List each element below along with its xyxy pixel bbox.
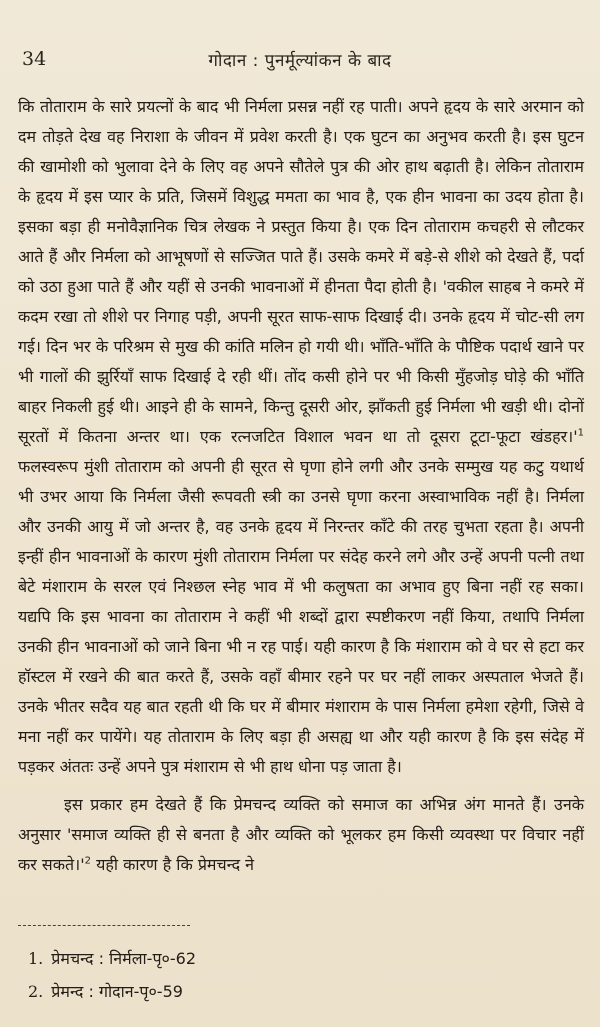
paragraph-1-text-a: कि तोताराम के सारे प्रयत्नों के बाद भी निर्मला प्रसन्न नहीं रह पाती। अपने हृदय के सारे अरमान को दम तोड़ते देख वह निराशा के जीवन में प्रवेश करती है। एक घुटन का अनुभव करती है। इस घुटन की खामोशी को भुलावा देने के लिए वह अपने सौतेले पुत्र की ओर हाथ बढ़ाती है। लेकिन तोताराम के हृदय में इस प्यार के प्रति, जिसमें विशुद्ध ममता का भाव है, एक हीन भावना का उदय होता है। इसका बड़ा ही मनोवैज्ञानिक चित्र लेखक ने प्रस्तुत किया है। एक दिन तोताराम कचहरी से लौटकर आते हैं और निर्मला को आभूषणों से सज्जित पाते हैं। उसके कमरे में बड़े-से शीशे को देखते हैं, पर्दा को उठा हुआ पाते हैं और यहीं से उनकी भावनाओं में हीनता पैदा होती है। 'वकील साहब ने कमरे में कदम रखा तो शीशे पर निगाह पड़ी, अपनी सूरत साफ-साफ दिखाई दी। उनके हृदय में चोट-सी लग गई। दिन भर के परिश्रम से मुख की कांति मलिन हो गयी थी। भाँति-भाँति के पौष्टिक पदार्थ खाने पर भी गालों की झुर्रियाँ साफ दिखाई दे रही थीं। तोंद कसी होने पर भी किसी मुँहजोड़ घोड़े की भाँति बाहर निकली हुई थी। आइने ही के सामने, किन्तु दूसरी ओर, झाँकती हुई निर्मला भी खड़ी थी। दोनों सूरतों में कितना अन्तर था। एक रत्नजटित विशाल भवन था तो दूसरा टूटा-फूटा खंडहर।' xyxy=(18,97,584,446)
paragraph-2-text-a: इस प्रकार हम देखते हैं कि प्रेमचन्द व्यक्ति को समाज का अभिन्न अंग मानते हैं। उनके अनुसार 'समाज व्यक्ति ही से बनता है और व्यक्ति को भूलकर हम किसी व्यवस्था पर विचार नहीं कर सकते।' xyxy=(18,795,584,874)
footnote-divider xyxy=(18,925,190,926)
running-title: गोदान : पुनर्मूल्यांकन के बाद xyxy=(208,51,392,71)
footnote-2-text: प्रेमन्द : गोदान-पृ०-59 xyxy=(51,982,183,1001)
footnote-2-number: 2. xyxy=(28,982,44,1001)
footnote-1 xyxy=(28,942,568,975)
paragraph-2-text-b: यही कारण है कि प्रेमचन्द ने xyxy=(96,855,255,874)
footnote-1-number: 1. xyxy=(28,949,44,968)
footnote-marker-2: 2 xyxy=(84,855,91,867)
footnote-2 xyxy=(28,975,568,1008)
page-number: 34 xyxy=(22,48,47,70)
footnotes xyxy=(28,942,568,1008)
paragraph-1-text-b: फलस्वरूप मुंशी तोताराम को अपनी ही सूरत से घृणा होने लगी और उनके सम्मुख यह कटु यथार्थ भी उभर आया कि निर्मला जैसी रूपवती स्त्री का उनसे घृणा करना अस्वाभाविक नहीं है। निर्मला और उनकी आयु में जो अन्तर है, वह उनके हृदय में निरन्तर काँटे की तरह चुभता रहता है। अपनी इन्हीं हीन भावनाओं के कारण मुंशी तोताराम निर्मला पर संदेह करने लगे और उन्हें अपनी पत्नी तथा बेटे मंशाराम के सरल एवं निश्छल स्नेह भाव में भी कलुषता का अभाव हुए बिना नहीं रह सका। यद्यपि कि इस भावना का तोताराम ने कहीं भी शब्दों द्वारा स्पष्टीकरण नहीं किया, तथापि निर्मला उनकी हीन भावनाओं को जाने बिना भी न रह पाई। यही कारण है कि मंशाराम को वे घर से हटा कर हॉस्टल में रखने की बात करते हैं, उसके वहाँ बीमार रहने पर घर नहीं लाकर अस्पताल भेजते हैं। उनके भीतर सदैव यह बात रहती थी कि घर में बीमार मंशाराम के पास निर्मला हमेशा रहेगी, जिसे वे मना नहीं कर पायेंगे। यह तोताराम के लिए बड़ा ही असह्य था और यही कारण है कि इस संदेह में पड़कर अंततः उन्हें अपने पुत्र मंशाराम से भी हाथ धोना पड़ जाता है। xyxy=(18,457,584,776)
paragraph-2 xyxy=(18,790,584,880)
footnote-marker-1: 1 xyxy=(577,427,584,439)
page-header xyxy=(18,44,582,78)
paragraph-1 xyxy=(18,92,584,782)
footnote-1-text: प्रेमचन्द : निर्मला-पृ०-62 xyxy=(51,949,196,968)
body-text xyxy=(18,92,584,880)
